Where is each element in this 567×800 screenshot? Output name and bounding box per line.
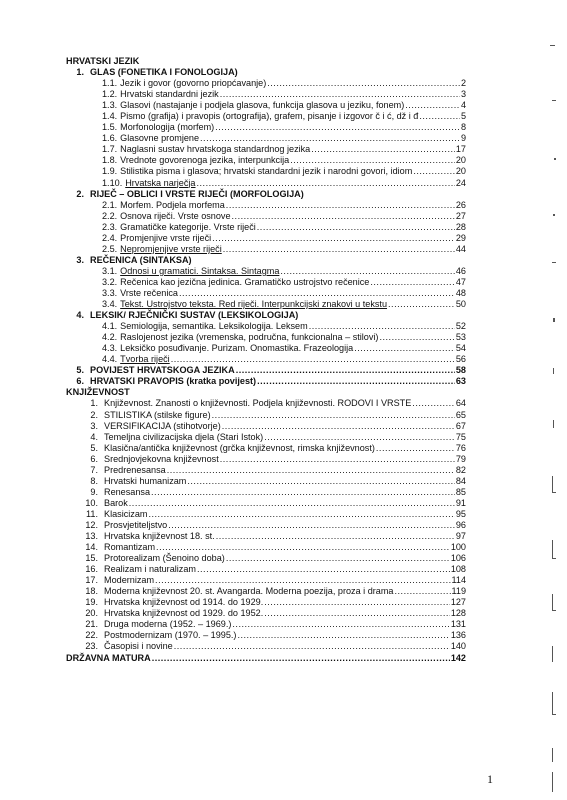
dot-leader xyxy=(151,487,455,498)
toc-entry-number: 5. xyxy=(90,442,98,453)
toc-entry-number: 3. xyxy=(90,420,98,431)
toc-entry xyxy=(66,255,466,266)
margin-mark xyxy=(552,714,556,715)
toc-entry-number: 2.5. xyxy=(102,243,118,254)
dot-leader xyxy=(200,133,460,144)
dot-leader xyxy=(236,365,455,376)
toc-entry-page: 5 xyxy=(460,111,466,122)
toc-entry xyxy=(66,608,466,619)
toc-entry-page: 47 xyxy=(455,276,466,287)
dot-leader xyxy=(222,421,455,432)
toc-entry-text: Promjenjive vrste riječi xyxy=(120,232,212,243)
dot-leader xyxy=(290,155,455,166)
margin-mark xyxy=(552,772,553,792)
dot-leader xyxy=(226,553,450,564)
toc-entry-page: 84 xyxy=(455,475,466,486)
toc-entry-text: LEKSIK/ RJEČNIČKI SUSTAV (LEKSIKOLOGIJA) xyxy=(90,310,299,321)
toc-subentry xyxy=(66,266,466,277)
toc-entry-page: 85 xyxy=(455,486,466,497)
section-heading xyxy=(66,56,466,67)
toc-entry xyxy=(66,421,466,432)
dot-leader xyxy=(167,465,455,476)
toc-entry-number: 1. xyxy=(76,67,84,78)
toc-entry-page: 4 xyxy=(460,100,466,111)
scan-margin-marks xyxy=(540,0,567,800)
dot-leader xyxy=(232,211,455,222)
dot-leader xyxy=(376,443,455,454)
toc-entry-page: 8 xyxy=(460,122,466,133)
dot-leader xyxy=(174,641,450,652)
toc-subentry xyxy=(66,244,466,255)
toc-entry-text: Prosvjetiteljstvo xyxy=(104,519,168,530)
margin-mark xyxy=(554,158,556,160)
toc-entry-page: 9 xyxy=(460,133,466,144)
toc-entry-page: 52 xyxy=(455,321,466,332)
toc-entry-number: 3.1. xyxy=(102,265,118,276)
toc-entry-number: 4.3. xyxy=(102,343,118,354)
toc-entry-page: 48 xyxy=(455,287,466,298)
toc-entry-number: 16. xyxy=(85,564,98,575)
toc-entry-text: Barok xyxy=(104,497,128,508)
toc-entry xyxy=(66,410,466,421)
dot-leader xyxy=(257,222,455,233)
toc-entry-number: 1.9. xyxy=(102,166,118,177)
toc-entry-text: Tekst. Ustrojstvo teksta. Red riječi. Interpunkcijski znakovi u tekstu xyxy=(120,299,388,310)
margin-mark xyxy=(552,692,553,714)
margin-mark xyxy=(553,214,555,216)
toc-entry xyxy=(66,432,466,443)
toc-entry-page: 50 xyxy=(455,299,466,310)
toc-subentry xyxy=(66,89,466,100)
toc-entry-page: 95 xyxy=(455,508,466,519)
toc-entry-page: 79 xyxy=(455,453,466,464)
toc-entry-page: 76 xyxy=(455,442,466,453)
toc-subentry xyxy=(66,100,466,111)
toc-entry-text: Hrvatska književnost od 1929. do 1952. xyxy=(104,608,264,619)
toc-entry-text: Protorealizam (Šenoino doba) xyxy=(104,553,225,564)
toc-entry xyxy=(66,542,466,553)
toc-entry-page: 2 xyxy=(460,78,466,89)
toc-entry-text: Tvorba riječi xyxy=(120,354,170,365)
toc-subentry xyxy=(66,222,466,233)
toc-entry xyxy=(66,553,466,564)
toc-entry-page: 27 xyxy=(455,210,466,221)
toc-entry-text: Modernizam xyxy=(104,575,155,586)
toc-entry-text: Morfem. Podjela morfema xyxy=(120,199,225,210)
toc-entry-number: 18. xyxy=(85,586,98,597)
toc-entry-number: 1.3. xyxy=(102,100,118,111)
toc-subentry xyxy=(66,178,466,189)
toc-entry-number: 4.4. xyxy=(102,354,118,365)
toc-entry xyxy=(66,310,466,321)
toc-entry-text: Gramatičke kategorije. Vrste riječi xyxy=(120,221,256,232)
toc-entry-number: 15. xyxy=(85,553,98,564)
dot-leader xyxy=(267,78,460,89)
toc-entry-final xyxy=(66,653,466,664)
toc-subentry xyxy=(66,343,466,354)
toc-entry-page: 58 xyxy=(455,365,466,376)
toc-entry-number: 23. xyxy=(85,641,98,652)
toc-subentry xyxy=(66,78,466,89)
toc-entry-number: 4.1. xyxy=(102,321,118,332)
dot-leader xyxy=(311,144,455,155)
toc-entry xyxy=(66,487,466,498)
toc-subentry xyxy=(66,122,466,133)
toc-entry-number: 1.4. xyxy=(102,111,118,122)
toc-entry-number: 9. xyxy=(90,486,98,497)
toc-entry-text: Druga moderna (1952. – 1969.) xyxy=(104,619,232,630)
toc-entry-text: Raslojenost jezika (vremenska, područna, funkcionalna – stilovi) xyxy=(120,332,379,343)
dot-leader xyxy=(168,520,455,531)
toc-entry-number: 20. xyxy=(85,608,98,619)
margin-mark xyxy=(552,492,556,493)
margin-mark xyxy=(552,646,553,662)
dot-leader xyxy=(405,100,460,111)
dot-leader xyxy=(220,89,460,100)
toc-entry xyxy=(66,575,466,586)
dot-leader xyxy=(412,398,455,409)
toc-entry-text: Leksičko posuđivanje. Purizam. Onomastika. Frazeologija xyxy=(120,343,354,354)
toc-entry-number: 4. xyxy=(76,310,84,321)
toc-entry-number: 2. xyxy=(90,409,98,420)
toc-entry-text: Rečenica kao jezična jedinica. Gramatičko ustrojstvo rečenice xyxy=(120,276,370,287)
toc-entry-number: 1.10. xyxy=(102,177,123,188)
toc-entry-text: Vrednote govorenoga jezika, interpunkcija xyxy=(120,155,290,166)
dot-leader xyxy=(197,178,455,189)
toc-subentry xyxy=(66,111,466,122)
margin-mark xyxy=(553,420,554,428)
margin-mark xyxy=(550,45,555,46)
toc-entry-number: 8. xyxy=(90,475,98,486)
section-heading xyxy=(66,387,466,398)
toc-entry-text: Odnosi u gramatici. Sintaksa. Sintagma xyxy=(120,265,280,276)
dot-leader xyxy=(232,619,449,630)
toc-entry-page: 131 xyxy=(450,619,466,630)
toc-subentry xyxy=(66,200,466,211)
toc-entry-text: Časopisi i novine xyxy=(104,641,173,652)
margin-mark xyxy=(552,610,556,611)
toc-entry-number: 21. xyxy=(85,619,98,630)
toc-entry-text: Hrvatski humanizam xyxy=(104,475,187,486)
toc-entry xyxy=(66,465,466,476)
toc-entry-page: 106 xyxy=(450,553,466,564)
toc-entry xyxy=(66,398,466,409)
toc-entry xyxy=(66,641,466,652)
toc-entry-text: Moderna književnost 20. st. Avangarda. Moderna poezija, proza i drama xyxy=(104,586,394,597)
margin-mark xyxy=(553,368,554,374)
margin-mark xyxy=(552,540,553,558)
toc-entry-number: 3.3. xyxy=(102,287,118,298)
margin-mark xyxy=(552,476,553,492)
dot-leader xyxy=(212,233,455,244)
toc-entry-page: 128 xyxy=(450,608,466,619)
toc-entry-number: 17. xyxy=(85,575,98,586)
toc-subentry xyxy=(66,299,466,310)
toc-entry-number: 10. xyxy=(85,497,98,508)
toc-subentry xyxy=(66,233,466,244)
toc-entry-page: 17 xyxy=(455,144,466,155)
margin-mark xyxy=(552,262,556,263)
toc-subentry xyxy=(66,133,466,144)
toc-entry-number: 2.4. xyxy=(102,232,118,243)
toc-subentry xyxy=(66,155,466,166)
dot-leader xyxy=(354,343,455,354)
toc-entry-text: Hrvatski standardni jezik xyxy=(120,89,219,100)
margin-mark xyxy=(552,594,553,610)
toc-entry-text: REČENICA (SINTAKSA) xyxy=(90,254,192,265)
dot-leader xyxy=(237,630,449,641)
dot-leader xyxy=(379,332,454,343)
toc-subentry xyxy=(66,321,466,332)
toc-entry-text: Hrvatska narječja xyxy=(125,177,196,188)
dot-leader xyxy=(394,586,450,597)
toc-entry-text: Glasovi (nastajanje i podjela glasova, funkcija glasova u jeziku, fonem) xyxy=(120,100,405,111)
toc-entry-page: 136 xyxy=(450,630,466,641)
toc-entry xyxy=(66,476,466,487)
toc-entry-text: Klasicizam xyxy=(104,508,148,519)
dot-leader xyxy=(226,200,455,211)
dot-leader xyxy=(257,376,455,387)
toc-entry-page: 54 xyxy=(455,343,466,354)
toc-entry xyxy=(66,443,466,454)
toc-entry-page: 28 xyxy=(455,221,466,232)
toc-entry-number: 6. xyxy=(76,376,84,387)
dot-leader xyxy=(187,476,455,487)
toc-entry-page: 56 xyxy=(455,354,466,365)
toc-entry-number: 5. xyxy=(76,365,84,376)
toc-entry xyxy=(66,189,466,200)
toc-entry xyxy=(66,376,466,387)
dot-leader xyxy=(264,432,455,443)
toc-entry-text: HRVATSKI PRAVOPIS (kratka povijest) xyxy=(90,376,257,387)
toc-entry-page: 119 xyxy=(451,586,466,597)
toc-entry-number: 11. xyxy=(86,508,98,519)
dot-leader xyxy=(413,166,455,177)
dot-leader xyxy=(212,410,455,421)
toc-entry-page: 64 xyxy=(455,398,466,409)
toc-entry-number: 4.2. xyxy=(102,332,118,343)
toc-entry-number: 2.1. xyxy=(102,199,118,210)
toc-entry-text: DRŽAVNA MATURA xyxy=(66,652,151,663)
toc-entry-page: 96 xyxy=(455,519,466,530)
toc-entry-text: Pismo (grafija) i pravopis (ortografija), grafem, pisanje i izgovor č i ć, dž i đ xyxy=(120,111,419,122)
toc-subentry xyxy=(66,144,466,155)
toc-entry-text: Srednjovjekovna književnost xyxy=(104,453,219,464)
toc-entry-text: Hrvatska književnost od 1914. do 1929. xyxy=(104,597,264,608)
toc-entry-page: 91 xyxy=(455,497,466,508)
dot-leader xyxy=(419,111,460,122)
toc-entry xyxy=(66,586,466,597)
toc-entry-text: Temeljna civilizacijska djela (Stari Istok) xyxy=(104,431,264,442)
toc-entry xyxy=(66,454,466,465)
toc-entry-number: 13. xyxy=(85,531,98,542)
toc-entry xyxy=(66,531,466,542)
dot-leader xyxy=(388,299,455,310)
section-heading-text: KNJIŽEVNOST xyxy=(66,387,130,398)
toc-entry-page: 26 xyxy=(455,199,466,210)
toc-entry-page: 140 xyxy=(450,641,466,652)
margin-mark xyxy=(553,318,555,322)
toc-entry-number: 1.2. xyxy=(102,89,118,100)
toc-entry-number: 1.1. xyxy=(102,78,118,89)
toc-entry-text: Stilistika pisma i glasova; hrvatski standardni jezik i narodni govori, idiom xyxy=(120,166,413,177)
toc-entry-number: 14. xyxy=(85,542,98,553)
toc-entry xyxy=(66,630,466,641)
toc-entry-page: 20 xyxy=(455,155,466,166)
margin-mark xyxy=(552,748,553,762)
toc-entry-text: Morfonologija (morfem) xyxy=(120,122,215,133)
toc-entry-number: 6. xyxy=(90,453,98,464)
dot-leader xyxy=(148,509,454,520)
toc-entry-number: 2. xyxy=(76,188,84,199)
toc-entry-number: 3.4. xyxy=(102,299,118,310)
toc-entry-text: Nepromjenjive vrste riječi xyxy=(120,243,222,254)
toc-subentry xyxy=(66,332,466,343)
toc-subentry xyxy=(66,288,466,299)
table-of-contents xyxy=(66,56,466,664)
section-heading-text: HRVATSKI JEZIK xyxy=(66,56,140,66)
dot-leader xyxy=(280,266,454,277)
toc-entry-page: 82 xyxy=(455,464,466,475)
toc-entry-page: 65 xyxy=(455,409,466,420)
toc-entry-page: 20 xyxy=(455,166,466,177)
toc-entry-page: 46 xyxy=(455,265,466,276)
dot-leader xyxy=(309,321,455,332)
toc-entry-text: Postmodernizam (1970. – 1995.) xyxy=(104,630,237,641)
toc-entry xyxy=(66,365,466,376)
toc-entry-number: 19. xyxy=(85,597,98,608)
toc-entry-number: 4. xyxy=(90,431,98,442)
toc-entry-number: 1.6. xyxy=(102,133,118,144)
toc-entry-page: 142 xyxy=(450,652,466,663)
toc-entry-page: 3 xyxy=(460,89,466,100)
toc-entry-text: Renesansa xyxy=(104,486,151,497)
dot-leader xyxy=(215,122,460,133)
toc-entry-page: 63 xyxy=(455,376,466,387)
toc-entry-number: 2.2. xyxy=(102,210,118,221)
toc-entry-page: 24 xyxy=(455,177,466,188)
dot-leader xyxy=(223,244,455,255)
toc-entry-page: 100 xyxy=(450,542,466,553)
toc-entry-number: 1.7. xyxy=(102,144,118,155)
dot-leader xyxy=(264,608,450,619)
toc-entry-text: Vrste rečenica xyxy=(120,287,178,298)
toc-entry-number: 2.3. xyxy=(102,221,118,232)
toc-entry-text: Romantizam xyxy=(104,542,156,553)
toc-entry-text: Naglasni sustav hrvatskoga standardnog jezika xyxy=(120,144,311,155)
toc-entry-number: 1.5. xyxy=(102,122,118,133)
toc-entry-page: 108 xyxy=(450,564,466,575)
toc-entry-page: 114 xyxy=(451,575,466,586)
toc-entry-text: POVIJEST HRVATSKOGA JEZIKA xyxy=(90,365,235,376)
toc-entry xyxy=(66,619,466,630)
toc-entry-text: Hrvatska književnost 18. st. xyxy=(104,531,215,542)
toc-entry-text: Klasična/antička književnost (grčka književnost, rimska književnost) xyxy=(104,442,375,453)
toc-entry xyxy=(66,67,466,78)
toc-entry-page: 53 xyxy=(455,332,466,343)
toc-entry-text: STILISTIKA (stilske figure) xyxy=(104,409,211,420)
toc-entry-number: 7. xyxy=(90,464,98,475)
toc-entry-page: 44 xyxy=(455,243,466,254)
toc-entry xyxy=(66,597,466,608)
toc-entry-text: Jezik i govor (govorno priopćavanje) xyxy=(120,78,267,89)
margin-mark xyxy=(552,558,556,559)
dot-leader xyxy=(220,454,455,465)
toc-subentry xyxy=(66,354,466,365)
dot-leader xyxy=(156,542,450,553)
dot-leader xyxy=(129,498,455,509)
toc-entry-number: 22. xyxy=(85,630,98,641)
toc-entry-number: 1. xyxy=(90,398,98,409)
dot-leader xyxy=(216,531,455,542)
toc-entry-text: Semiologija, semantika. Leksikologija. Leksem xyxy=(120,321,308,332)
toc-entry-number: 12. xyxy=(85,519,98,530)
toc-entry-number: 1.8. xyxy=(102,155,118,166)
toc-subentry xyxy=(66,211,466,222)
toc-entry xyxy=(66,498,466,509)
toc-entry-page: 67 xyxy=(455,420,466,431)
toc-entry-text: RIJEČ – OBLICI I VRSTE RIJEČI (MORFOLOGIJA) xyxy=(90,188,304,199)
toc-subentry xyxy=(66,166,466,177)
toc-entry-page: 29 xyxy=(455,232,466,243)
toc-entry-text: Realizam i naturalizam xyxy=(104,564,196,575)
toc-entry xyxy=(66,564,466,575)
toc-entry-text: Književnost. Znanosti o književnosti. Podjela književnosti. RODOVI I VRSTE xyxy=(104,398,412,409)
toc-entry-text: Osnova riječi. Vrste osnove xyxy=(120,210,231,221)
dot-leader xyxy=(179,288,455,299)
toc-entry-number: 3.2. xyxy=(102,276,118,287)
toc-subentry xyxy=(66,277,466,288)
toc-entry-text: VERSIFIKACIJA (stihotvorje) xyxy=(104,420,221,431)
dot-leader xyxy=(155,575,450,586)
margin-mark xyxy=(552,100,556,101)
toc-entry-text: GLAS (FONETIKA I FONOLOGIJA) xyxy=(90,67,238,78)
toc-entry-text: Predrenesansa xyxy=(104,464,166,475)
dot-leader xyxy=(171,354,455,365)
dot-leader xyxy=(264,597,450,608)
page-number: 1 xyxy=(487,772,493,786)
toc-entry-page: 75 xyxy=(455,431,466,442)
toc-entry xyxy=(66,509,466,520)
toc-entry xyxy=(66,520,466,531)
toc-entry-text: Glasovne promjene xyxy=(120,133,200,144)
dot-leader xyxy=(197,564,450,575)
toc-entry-page: 127 xyxy=(450,597,466,608)
dot-leader xyxy=(370,277,455,288)
dot-leader xyxy=(152,653,450,664)
toc-entry-number: 3. xyxy=(76,254,84,265)
toc-entry-page: 97 xyxy=(455,531,466,542)
